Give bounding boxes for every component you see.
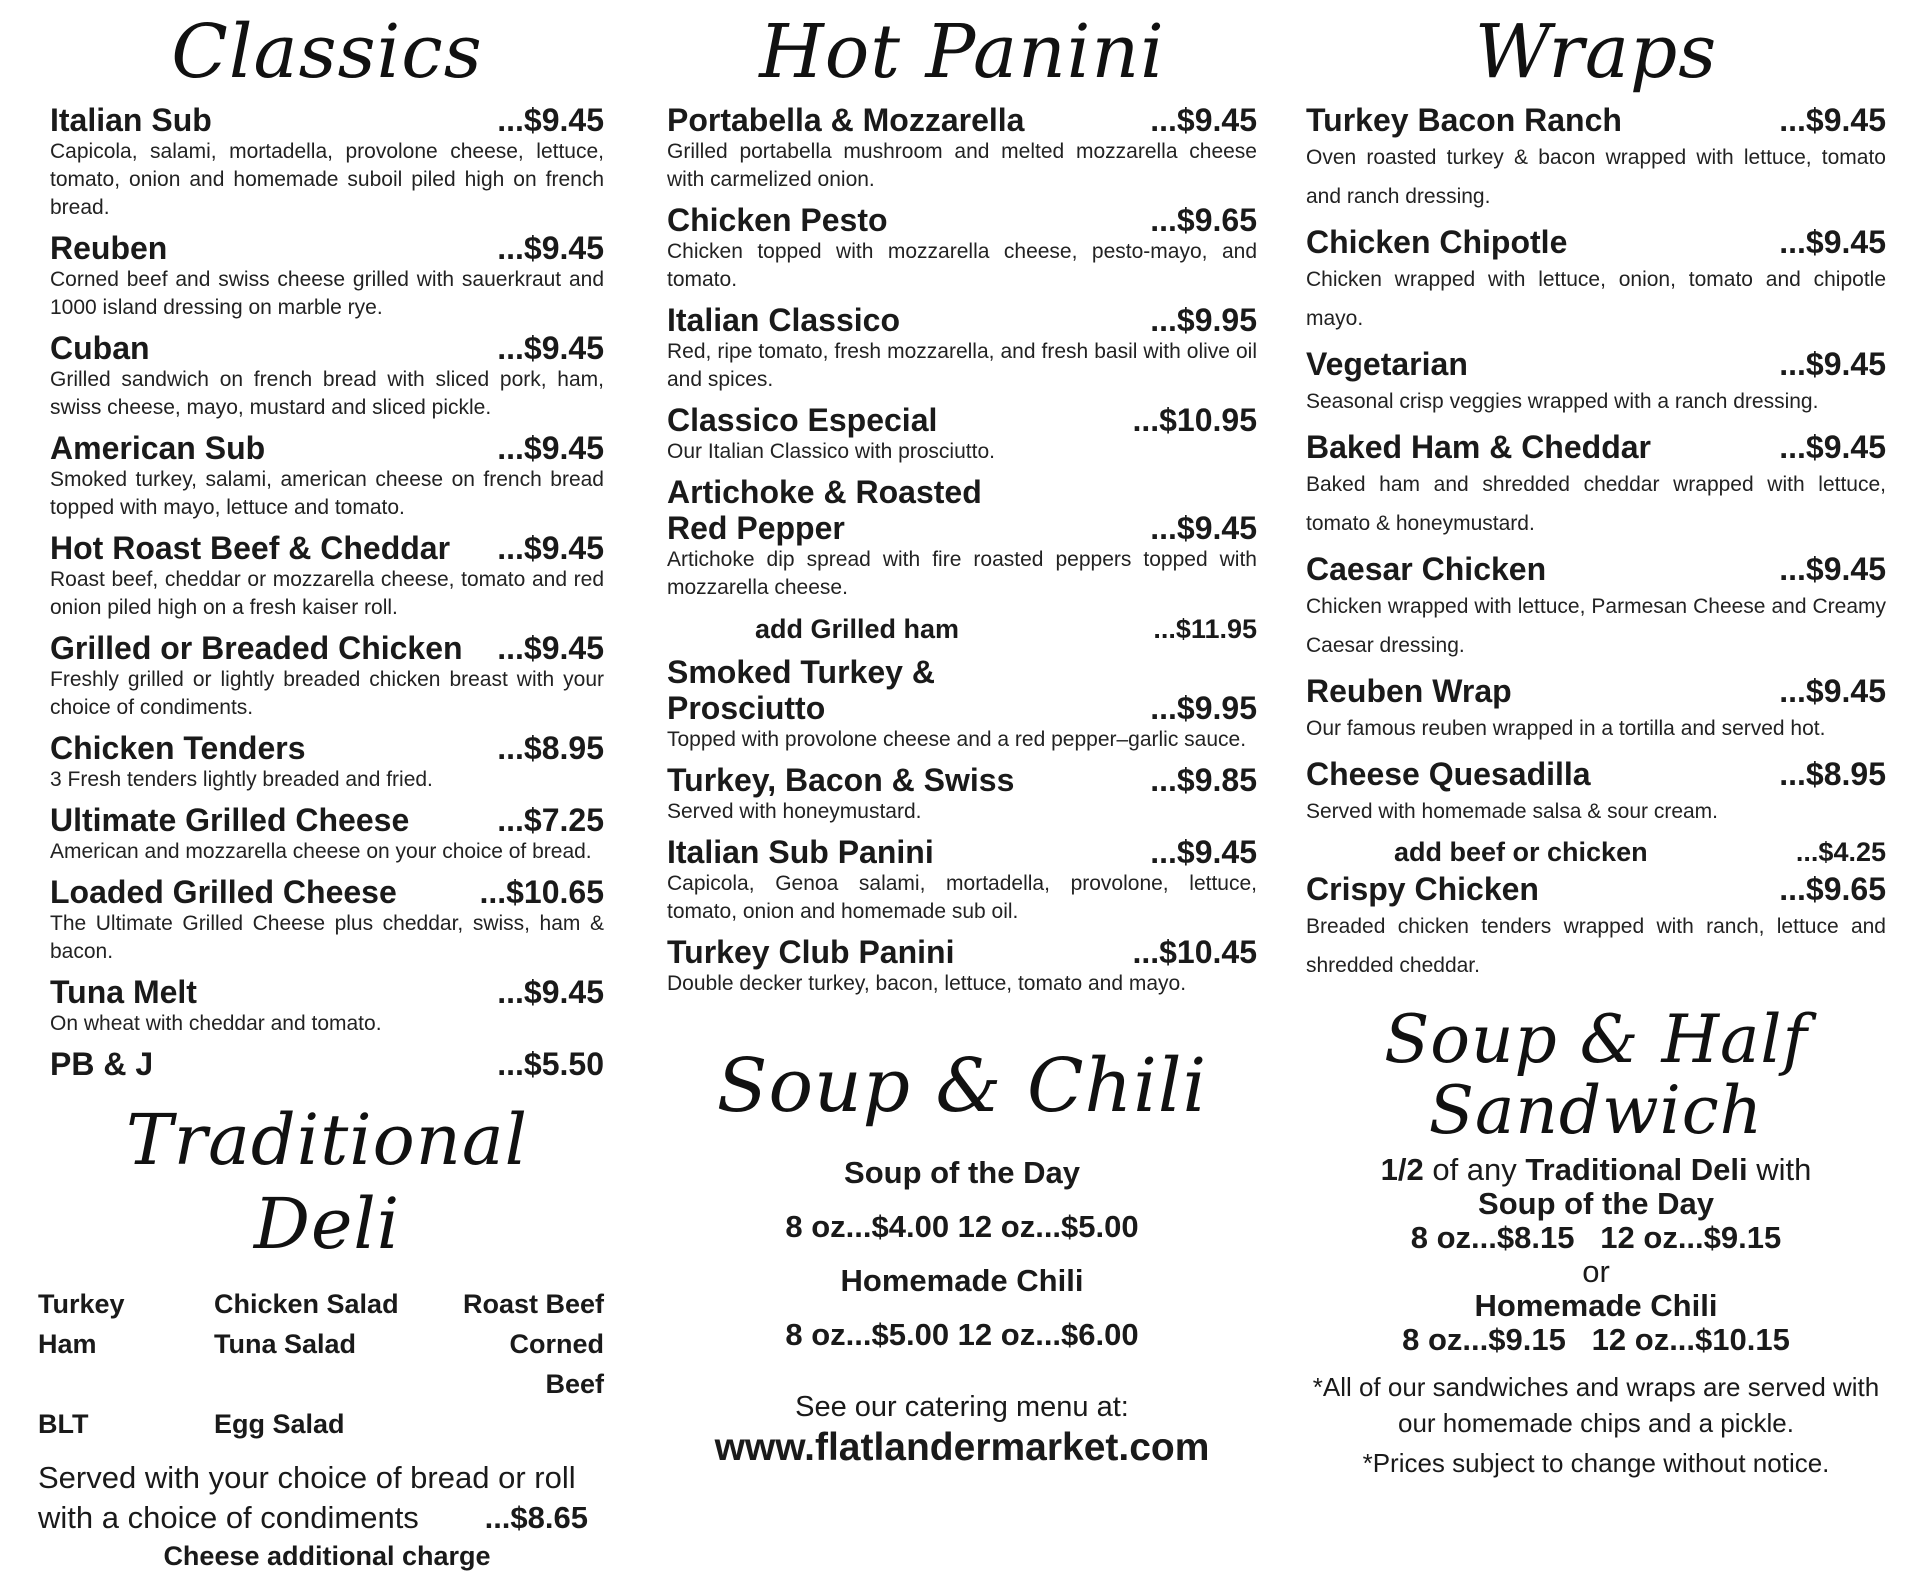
item-name: Portabella & Mozzarella: [667, 102, 1025, 138]
menu-item: [1306, 551, 1886, 665]
crispy-name: Crispy Chicken: [1306, 871, 1539, 907]
item-price: ...$9.45: [497, 974, 604, 1010]
chili-title: Homemade Chili: [840, 1263, 1084, 1298]
menu-item: [50, 874, 604, 966]
item-desc: 3 Fresh tenders lightly breaded and fried.: [50, 768, 433, 791]
item-desc: Chicken wrapped with lettuce, onion, tomato and chipotle mayo.: [1306, 268, 1886, 330]
menu-item: [667, 834, 1257, 926]
item-name: Hot Roast Beef & Cheddar: [50, 530, 451, 566]
wraps-list: [1306, 102, 1886, 831]
item-desc: Corned beef and swiss cheese grilled with sauerkraut and 1000 island dressing on marble rye.: [50, 268, 604, 319]
item-desc: Baked ham and shredded cheddar wrapped with lettuce, tomato & honeymustard.: [1306, 473, 1886, 535]
item-name: Turkey Club Panini: [667, 934, 955, 970]
menu-item: [1306, 673, 1886, 748]
soup-chili-block: [667, 1146, 1257, 1470]
classics-heading: Classics: [171, 9, 483, 95]
item-price: ...$9.45: [1779, 224, 1886, 260]
deli-option: Tuna Salad: [214, 1329, 357, 1359]
item-price: ...$9.45: [497, 230, 604, 266]
half-or: or: [1582, 1254, 1610, 1289]
item-name: PB & J: [50, 1046, 154, 1082]
smoked-price: ...$9.95: [1150, 690, 1257, 726]
menu-item: [50, 730, 604, 794]
wraps-addon-price: ...$4.25: [1795, 837, 1886, 867]
item-name: American Sub: [50, 430, 266, 466]
item-desc: Red, ripe tomato, fresh mozzarella, and fresh basil with olive oil and spices.: [667, 340, 1257, 391]
item-desc: Roast beef, cheddar or mozzarella cheese, tomato and red onion piled high on a fresh kaiser roll.: [50, 568, 604, 619]
smoked-name-line2: Prosciutto: [667, 690, 826, 726]
menu-item: [667, 762, 1257, 826]
footnote-prices: *Prices subject to change without notice.: [1362, 1448, 1830, 1478]
item-price: ...$8.95: [497, 730, 604, 766]
panini-list: [667, 102, 1257, 466]
item-price: ...$8.95: [1779, 756, 1886, 792]
half-chili-prices: 8 oz...$9.15 12 oz...$10.15: [1402, 1322, 1790, 1357]
classics-list: [50, 102, 604, 1082]
crispy-price: ...$9.65: [1779, 871, 1886, 907]
item-desc: Grilled sandwich on french bread with sliced pork, ham, swiss cheese, mayo, mustard and sliced pickle.: [50, 368, 604, 419]
item-price: ...$10.45: [1132, 934, 1257, 970]
deli-option: Corned Beef: [509, 1329, 604, 1399]
item-name: Grilled or Breaded Chicken: [50, 630, 463, 666]
artichoke-item: [667, 474, 1257, 646]
item-desc: Double decker turkey, bacon, lettuce, tomato and mayo.: [667, 972, 1187, 995]
item-name: Turkey Bacon Ranch: [1306, 102, 1622, 138]
item-price: ...$7.25: [497, 802, 604, 838]
item-price: ...$9.95: [1150, 302, 1257, 338]
website-link[interactable]: www.flatlandermarket.com: [714, 1426, 1210, 1469]
menu-item: [667, 302, 1257, 394]
menu-item: [50, 1046, 604, 1082]
menu-item: [667, 202, 1257, 294]
item-desc: Served with homemade salsa & sour cream.: [1306, 800, 1719, 823]
soup-of-day-title: Soup of the Day: [844, 1155, 1080, 1190]
smoked-desc: Topped with provolone cheese and a red pepper–garlic sauce.: [667, 728, 1247, 751]
item-name: Tuna Melt: [50, 974, 197, 1010]
item-name: Chicken Pesto: [667, 202, 888, 238]
item-name: Vegetarian: [1306, 346, 1468, 382]
catering-text: See our catering menu at:: [795, 1391, 1129, 1423]
item-name: Classico Especial: [667, 402, 938, 438]
artichoke-addon-price: ...$11.95: [1153, 614, 1257, 644]
half-soup-prices: 8 oz...$8.15 12 oz...$9.15: [1410, 1220, 1782, 1255]
crispy-chicken-item: [1306, 871, 1886, 985]
item-name: Baked Ham & Cheddar: [1306, 429, 1651, 465]
item-price: ...$9.45: [1150, 834, 1257, 870]
soup-half-line1: [1306, 1153, 1886, 1187]
item-name: Italian Classico: [667, 302, 900, 338]
menu-item: [50, 630, 604, 722]
artichoke-name-line2: Red Pepper: [667, 510, 845, 546]
item-name: Turkey, Bacon & Swiss: [667, 762, 1015, 798]
item-name: Reuben: [50, 230, 168, 266]
item-name: Chicken Chipotle: [1306, 224, 1568, 260]
column-middle: [667, 0, 1257, 1470]
item-name: Italian Sub Panini: [667, 834, 934, 870]
item-desc: Smoked turkey, salami, american cheese on french bread topped with mayo, lettuce and tomato.: [50, 468, 604, 519]
item-price: ...$9.45: [497, 630, 604, 666]
item-price: ...$9.45: [1779, 102, 1886, 138]
item-price: ...$9.85: [1150, 762, 1257, 798]
chili-prices: 8 oz...$5.00 12 oz...$6.00: [785, 1317, 1139, 1352]
menu-item: [1306, 346, 1886, 421]
item-price: ...$9.45: [1150, 102, 1257, 138]
wraps-addon: [1306, 835, 1886, 869]
menu-item: [667, 402, 1257, 466]
item-desc: Freshly grilled or lightly breaded chicken breast with your choice of condiments.: [50, 668, 604, 719]
item-price: ...$9.45: [1779, 346, 1886, 382]
item-price: ...$9.45: [497, 530, 604, 566]
item-price: ...$9.45: [1779, 673, 1886, 709]
half-chili: Homemade Chili: [1474, 1288, 1718, 1323]
item-desc: Grilled portabella mushroom and melted mozzarella cheese with carmelized onion.: [667, 140, 1257, 191]
menu-item: [50, 802, 604, 866]
deli-grid: [38, 1284, 604, 1444]
item-desc: Capicola, salami, mortadella, provolone cheese, lettuce, tomato, onion and homemade suboil piled high on french bread.: [50, 140, 604, 219]
soup-half-heading-1: Soup & Half: [1384, 1001, 1808, 1078]
half-soup: Soup of the Day: [1478, 1186, 1714, 1221]
half-with: with: [1747, 1152, 1812, 1187]
item-name: Cheese Quesadilla: [1306, 756, 1591, 792]
soup-prices: 8 oz...$4.00 12 oz...$5.00: [785, 1209, 1139, 1244]
half-fraction: 1/2: [1380, 1152, 1424, 1187]
item-price: ...$9.45: [1779, 551, 1886, 587]
deli-option: Roast Beef: [462, 1289, 604, 1319]
item-price: ...$10.65: [479, 874, 604, 910]
footnote-sides: *All of our sandwiches and wraps are served with our homemade chips and a pickle.: [1312, 1372, 1880, 1438]
item-price: ...$9.45: [497, 430, 604, 466]
menu-item: [50, 102, 604, 222]
column-right: [1306, 0, 1886, 1481]
item-name: Italian Sub: [50, 102, 212, 138]
artichoke-price: ...$9.45: [1150, 510, 1257, 546]
soup-half-heading-2: Sandwich: [1428, 1072, 1764, 1149]
menu-item: [1306, 102, 1886, 216]
item-desc: Capicola, Genoa salami, mortadella, provolone, lettuce, tomato, onion and homemade sub oil.: [667, 872, 1257, 923]
item-name: Cuban: [50, 330, 150, 366]
item-price: ...$9.65: [1150, 202, 1257, 238]
smoked-turkey-item: [667, 654, 1257, 754]
item-desc: The Ultimate Grilled Cheese plus cheddar, swiss, ham & bacon.: [50, 912, 604, 963]
item-desc: Our Italian Classico with prosciutto.: [667, 440, 995, 463]
item-name: Reuben Wrap: [1306, 673, 1512, 709]
item-name: Caesar Chicken: [1306, 551, 1547, 587]
menu-item: [1306, 224, 1886, 338]
menu-item: [1306, 429, 1886, 543]
deli-option: Ham: [38, 1329, 97, 1359]
deli-option: Egg Salad: [214, 1409, 345, 1439]
hot-panini-heading: Hot Panini: [759, 9, 1165, 95]
item-price: ...$9.45: [497, 330, 604, 366]
deli-option: [454, 1404, 604, 1444]
deli-note: [38, 1458, 604, 1538]
deli-option: Chicken Salad: [214, 1289, 399, 1319]
menu-item: [50, 230, 604, 322]
deli-price: ...$8.65: [484, 1500, 588, 1535]
column-left: [38, 0, 604, 1574]
menu-item: [1306, 756, 1886, 831]
deli-note-line2: with a choice of condiments: [38, 1500, 419, 1535]
menu-item: [50, 330, 604, 422]
deli-note-row: [38, 1498, 604, 1538]
menu-item: [50, 530, 604, 622]
wraps-addon-label: add beef or chicken: [1394, 837, 1648, 867]
menu-item: [50, 430, 604, 522]
item-desc: Oven roasted turkey & bacon wrapped with lettuce, tomato and ranch dressing.: [1306, 146, 1886, 208]
item-desc: American and mozzarella cheese on your choice of bread.: [50, 840, 592, 863]
item-name: Chicken Tenders: [50, 730, 306, 766]
half-trad-deli: Traditional Deli: [1525, 1152, 1748, 1187]
item-price: ...$10.95: [1132, 402, 1257, 438]
half-of-any: of any: [1423, 1152, 1526, 1187]
artichoke-addon: [667, 612, 1257, 646]
artichoke-name-line1: Artichoke & Roasted: [667, 474, 982, 510]
smoked-name-line1: Smoked Turkey &: [667, 654, 935, 690]
artichoke-desc: Artichoke dip spread with fire roasted peppers topped with mozzarella cheese.: [667, 548, 1257, 599]
item-desc: Chicken topped with mozzarella cheese, pesto-mayo, and tomato.: [667, 240, 1257, 291]
item-price: ...$9.45: [497, 102, 604, 138]
artichoke-addon-label: add Grilled ham: [755, 614, 960, 644]
item-name: Loaded Grilled Cheese: [50, 874, 397, 910]
deli-cheese-note: Cheese additional charge: [163, 1541, 491, 1571]
item-desc: Served with honeymustard.: [667, 800, 922, 823]
item-price: ...$9.45: [1779, 429, 1886, 465]
soup-chili-heading: Soup & Chili: [716, 1043, 1208, 1129]
deli-option: BLT: [38, 1409, 89, 1439]
item-price: ...$5.50: [497, 1046, 604, 1082]
crispy-desc: Breaded chicken tenders wrapped with ranch, lettuce and shredded cheddar.: [1306, 915, 1886, 977]
deli-option: Turkey: [38, 1289, 125, 1319]
menu-item: [50, 974, 604, 1038]
item-desc: Seasonal crisp veggies wrapped with a ranch dressing.: [1306, 390, 1819, 413]
deli-note-line1: Served with your choice of bread or roll: [38, 1460, 576, 1495]
item-name: Ultimate Grilled Cheese: [50, 802, 410, 838]
traditional-deli-heading: Traditional Deli: [126, 1099, 528, 1265]
panini-list-2: [667, 762, 1257, 998]
menu-item: [667, 934, 1257, 998]
item-desc: Our famous reuben wrapped in a tortilla and served hot.: [1306, 717, 1826, 740]
item-desc: On wheat with cheddar and tomato.: [50, 1012, 382, 1035]
menu-item: [667, 102, 1257, 194]
item-desc: Chicken wrapped with lettuce, Parmesan Cheese and Creamy Caesar dressing.: [1306, 595, 1886, 657]
wraps-heading: Wraps: [1474, 9, 1718, 95]
